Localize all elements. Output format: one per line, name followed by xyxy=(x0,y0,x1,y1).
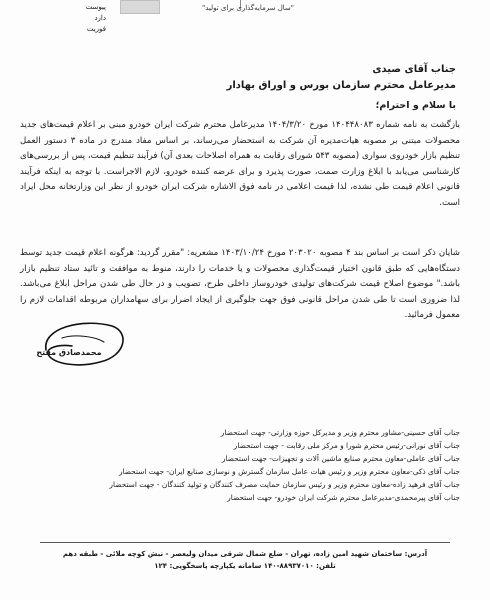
copy-recipient: جناب آقای عاملی-معاون محترم صنایع ماشین آلات و تجهیزات- جهت استحضار xyxy=(221,454,460,463)
letter-header xyxy=(0,0,490,44)
header-logo-box xyxy=(120,0,160,14)
recipient-title: جناب آقای صیدی xyxy=(372,64,456,75)
footer-divider xyxy=(40,542,450,543)
footer-phone: تلفن: ۸۸۹۳۷۰۱۰-۱۴۰ سامانه یکپارچه پاسخگویی: ۱۲۴ xyxy=(154,562,336,570)
body-paragraph-2: شایان ذکر است بر اساس بند ۴ مصوبه ۲۰۳۰۲۰ مورخ ۱۴۰۳/۱۰/۲۴ مشعریه: "مقرر گردید: هرگونه اعلام قیمت جدید توسط دستگاه‌هایی که طبق قانون اختیار قیمت‌گذاری محصولات و یا خدمات را دارند، منوط به موافقت و تائید ستاد تنظیم بازار باشد." موضوع اصلاح قیمت شرکت‌های تولیدی خودروساز داخلی طرح، تصویب و در حال طی شدن مراحل ابلاغ می‌باشد. لذا ضروری است تا طی شدن مراحل قانونی فوق جهت جلوگیری از ایجاد اضرار برای سهامداران مربوطه اقدامات لازم را معمول فرمائید. xyxy=(20,248,460,320)
footer-address: آدرس: ساختمان شهید امین زاده، تهران - ضلع شمال شرقی میدان ولیعصر - نبش کوچه ملائی - طبقه دهم xyxy=(62,550,428,558)
copy-recipient: جناب آقای نورانی-رئیس محترم شورا و مرکز ملی رقابت - جهت استحضار xyxy=(233,441,460,450)
signature-scribble-icon xyxy=(38,316,130,378)
header-labels xyxy=(62,2,106,35)
attachment-value: دارد xyxy=(94,14,106,22)
copy-recipient: جناب آقای فرهید زاده-معاون محترم وزیر و رئیس سازمان حمایت مصرف کنندگان و تولید کنندگان - جهت استحضار xyxy=(109,480,460,489)
attachment-label: پیوست xyxy=(85,3,106,11)
body-paragraph-1: بازگشت به نامه شماره ۱۴۰۴۴۸۰۸۳ مورخ ۱۴۰۴/۳/۲۰ مدیرعامل محترم شرکت ایران خودرو مبنی بر اعلام قیمت‌های جدید محصولات مبتنی بر مصوبه هیات‌مدیره آن شرکت به استحضار می‌رساند، بر اساس مفاد مندرج در ماده ۳ دستور العمل تنظیم بازار خودروی سواری (مصوبه ۵۴۳ شورای رقابت به همراه اصلاحات بعدی آن) فرآیند تنظیم قیمت، پس از بررسی‌های کارشناسی می‌یابد با ابلاغ وزارت صمت، صورت پذیرد و برای عرضه کننده خودرو، لازم الاجراست. با توجه به اینکه فرآیند قانونی اعلام قیمت طی نشده، لذا قیمت اعلامی در نامه فوق الاشاره شرکت ایران خودرو از نظر این وزارتخانه محل ایراد است. xyxy=(20,120,460,208)
letter-footer xyxy=(40,548,450,572)
recipient-position: مدیرعامل محترم سازمان بورس و اوراق بهادار xyxy=(226,80,456,91)
header-slogan: "سال سرمایه‌گذاری برای تولید" xyxy=(201,4,295,12)
greeting: با سلام و احترام؛ xyxy=(375,100,456,111)
copy-recipient: جناب آقای پیرمحمدی-مدیرعامل محترم شرکت ایران خودرو- جهت استحضار xyxy=(227,493,460,502)
urgency-label: فوریت xyxy=(86,25,106,33)
copy-recipient: جناب آقای حسینی-مشاور محترم وزیر و مدیرکل حوزه وزارتی- جهت استحضار xyxy=(220,428,460,437)
copies-list xyxy=(20,426,460,504)
signature-image xyxy=(38,316,130,378)
recipient-block xyxy=(36,62,456,94)
signatory-name: محمدصادق مفتح xyxy=(36,348,102,357)
copy-recipient: جناب آقای ذکی-معاون محترم وزیر و رئیس هیات عامل سازمان گسترش و نوسازی صنایع ایران- جهت استحضار xyxy=(118,467,460,476)
